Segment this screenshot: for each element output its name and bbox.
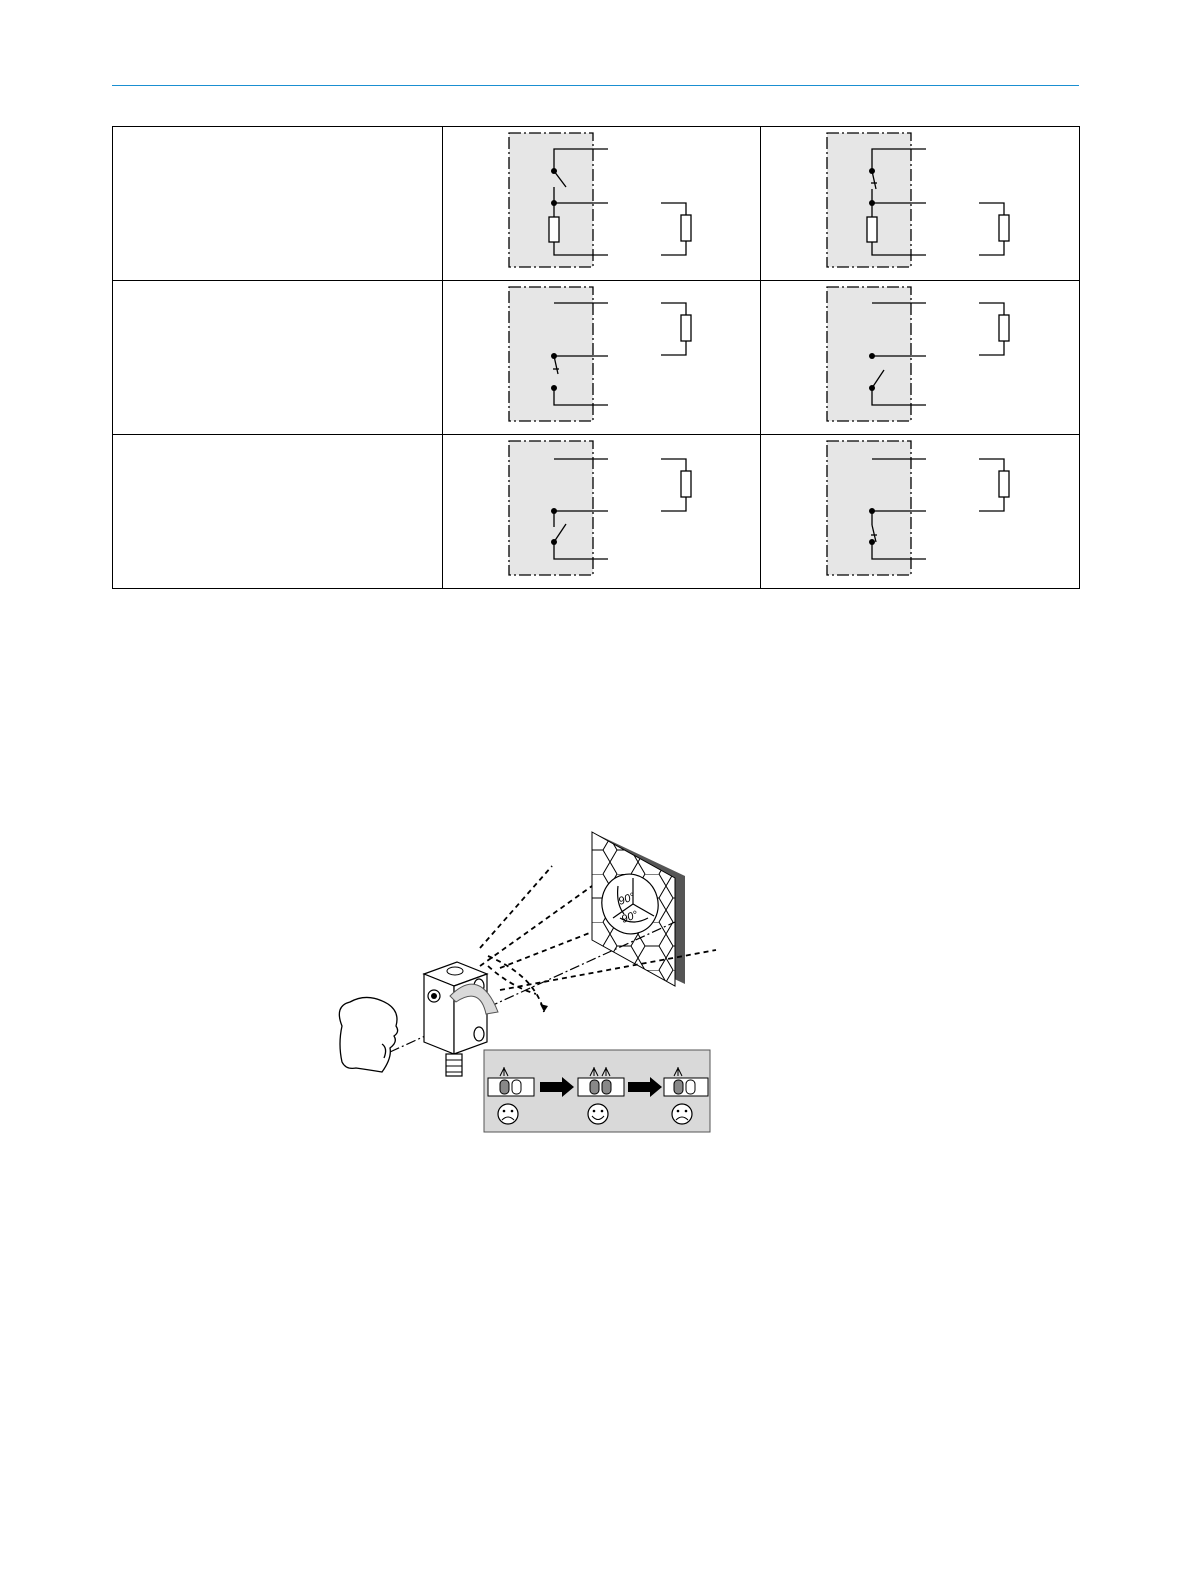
row-label [113, 127, 443, 281]
switch-diagram-normally-closed [761, 127, 1075, 280]
switch-diagram-normally-open [443, 127, 757, 280]
photoelectric-sensor [424, 962, 487, 1076]
wiring-diagram [442, 127, 761, 281]
indicator-panel [484, 1050, 710, 1132]
header-rule [112, 85, 1079, 86]
wiring-table [112, 126, 1080, 589]
wiring-diagram [761, 435, 1080, 589]
table-row [113, 281, 1080, 435]
sensor-alignment-illustration [330, 826, 725, 1138]
reflector [592, 832, 685, 986]
sad-face-icon [672, 1104, 692, 1124]
table-row [113, 435, 1080, 589]
switch-diagram-normally-closed [761, 435, 1075, 588]
row-label [113, 435, 443, 589]
angle-label: 90° [619, 908, 640, 926]
table-row [113, 127, 1080, 281]
wiring-diagram [761, 281, 1080, 435]
wiring-diagram [442, 435, 761, 589]
switch-diagram-normally-open [443, 435, 757, 588]
switch-diagram-normally-open [761, 281, 1075, 434]
wiring-diagram [761, 127, 1080, 281]
row-label [113, 281, 443, 435]
sad-face-icon [498, 1104, 518, 1124]
switch-diagram-normally-closed [443, 281, 757, 434]
smiley-face-icon [588, 1104, 608, 1124]
angle-label: 90° [616, 890, 637, 908]
operator-head [339, 997, 397, 1072]
wiring-diagram [442, 281, 761, 435]
